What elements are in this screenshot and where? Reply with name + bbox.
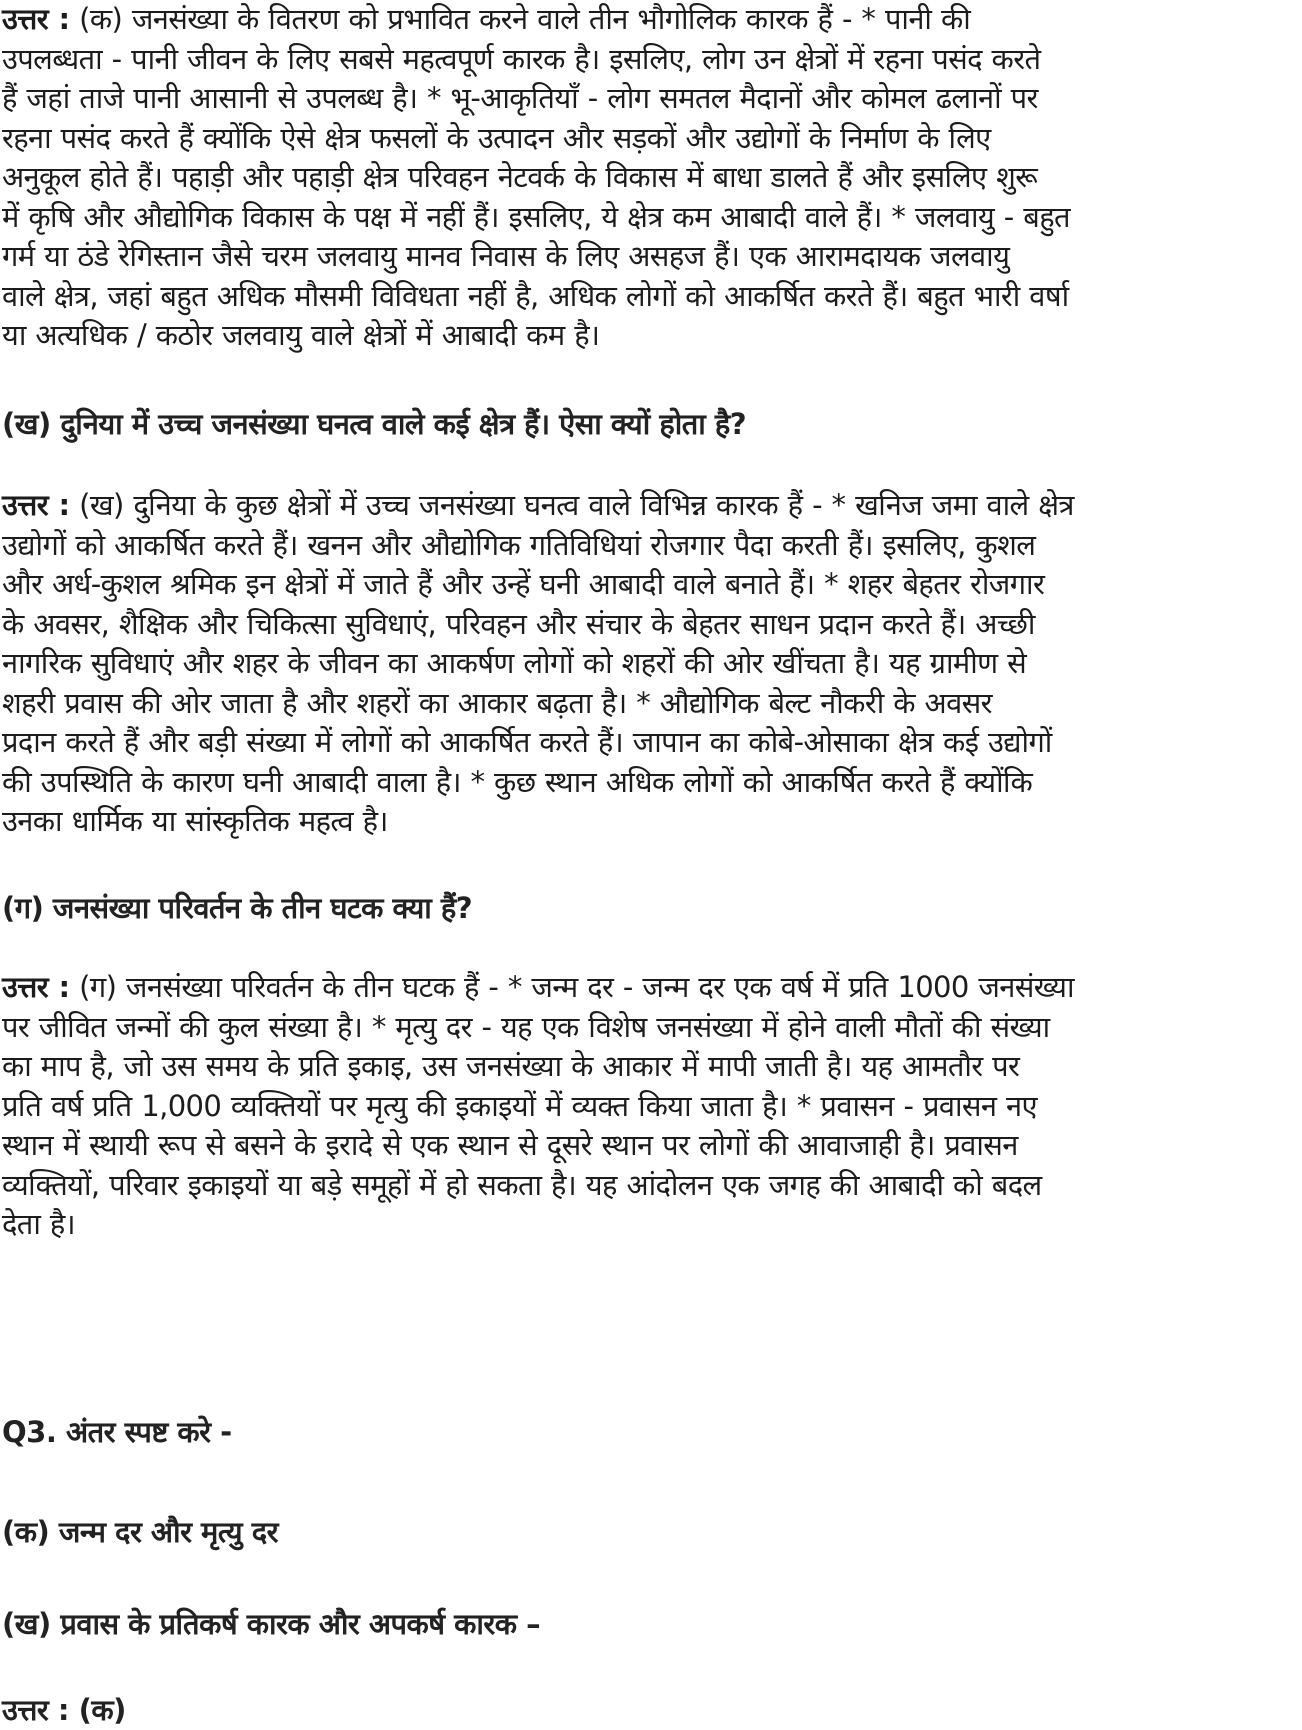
answer-kha-line-1: उद्योगों को आकर्षित करते हैं। खनन और औद्योगिक गतिविधियां रोजगार पैदा करती हैं। इसलिए, कुशल xyxy=(2,527,1036,562)
answer-label: उत्तर : xyxy=(2,2,70,36)
answer-kha-prefix: (ख) xyxy=(79,488,124,522)
answer-kha-line-0: उत्तर : (ख) दुनिया के कुछ क्षेत्रों में उच्च जनसंख्या घनत्व वाले विभिन्न कारक हैं - * खनिज जमा वाले क्षेत्र xyxy=(2,488,1074,522)
answer-ka-line-2: हैं जहां ताजे पानी आसानी से उपलब्ध है। * भू-आकृतियाँ - लोग समतल मैदानों और कोमल ढलानों पर xyxy=(2,81,1038,115)
answer-kha-line-5: शहरी प्रवास की ओर जाता है और शहरों का आकार बढ़ता है। * औद्योगिक बेल्ट नौकरी के अवसर xyxy=(2,685,992,720)
question-3-part-kha: (ख) प्रवास के प्रतिकर्ष कारक और अपकर्ष कारक – xyxy=(2,1607,541,1641)
answer-ka-prefix: (क) xyxy=(79,2,123,36)
answer-ga-line-4: स्थान में स्थायी रूप से बसने के इरादे से एक स्थान से दूसरे स्थान पर लोगों की आवाजाही है। प्रवासन xyxy=(2,1128,1018,1162)
answer-ga-line-3: प्रति वर्ष प्रति 1,000 व्यक्तियों पर मृत्यु की इकाइयों में व्यक्त किया जाता है। * प्रवासन - प्रवासन नए xyxy=(2,1088,1037,1123)
answer-ka-line-8: या अत्यधिक / कठोर जलवायु वाले क्षेत्रों में आबादी कम है। xyxy=(2,318,600,352)
answer-ka-paragraph xyxy=(2,0,1298,356)
answer-ga-line-0: उत्तर : (ग) जनसंख्या परिवर्तन के तीन घटक हैं - * जन्म दर - जन्म दर एक वर्ष में प्रति 1000 जनसंख्या xyxy=(2,970,1074,1004)
answer-kha-line-4: नागरिक सुविधाएं और शहर के जीवन का आकर्षण लोगों को शहरों की ओर खींचता है। यह ग्रामीण से xyxy=(2,646,1027,680)
final-answer-label: उत्तर : (क) xyxy=(2,1693,126,1727)
answer-ka-line-7: वाले क्षेत्र, जहां बहुत अधिक मौसमी विविधता नहीं है, अधिक लोगों को आकर्षित करते हैं। बहुत भारी वर्षा xyxy=(2,278,1069,313)
answer-ka-line-5: में कृषि और औद्योगिक विकास के पक्ष में नहीं हैं। इसलिए, ये क्षेत्र कम आबादी वाले हैं। * जलवायु - बहुत xyxy=(2,199,1070,234)
answer-label: उत्तर : xyxy=(2,970,70,1004)
question-3-title: Q3. अंतर स्पष्ट करे - xyxy=(2,1415,232,1449)
answer-ga-prefix: (ग) xyxy=(79,970,117,1004)
answer-kha-line-6: प्रदान करते हैं और बड़ी संख्या में लोगों को आकर्षित करते हैं। जापान का कोबे-ओसाका क्षेत्र कई उद्योगों xyxy=(2,725,1052,759)
answer-kha-paragraph xyxy=(2,486,1298,842)
answer-ka-line-4: अनुकूल होते हैं। पहाड़ी और पहाड़ी क्षेत्र परिवहन नेटवर्क के विकास में बाधा डालते हैं और इसलिए शुरू xyxy=(2,160,1038,194)
answer-label: उत्तर : xyxy=(2,488,70,522)
answer-ga-line-2: का माप है, जो उस समय के प्रति इकाइ, उस जनसंख्या के आकार में मापी जाती है। यह आमतौर पर xyxy=(2,1049,1020,1083)
answer-kha-line-8: उनका धार्मिक या सांस्कृतिक महत्व है। xyxy=(2,804,388,838)
question-kha-heading: (ख) दुनिया में उच्च जनसंख्या घनत्व वाले कई क्षेत्र हैं। ऐसा क्यों होता है? xyxy=(2,407,747,441)
answer-ka-line-0: उत्तर : (क) जनसंख्या के वितरण को प्रभावित करने वाले तीन भौगोलिक कारक हैं - * पानी की xyxy=(2,2,971,36)
answer-kha-line-7: की उपस्थिति के कारण घनी आबादी वाला है। * कुछ स्थान अधिक लोगों को आकर्षित करते हैं क्योंकि xyxy=(2,764,1033,799)
answer-ga-line-5: व्यक्तियों, परिवार इकाइयों या बड़े समूहों में हो सकता है। यह आंदोलन एक जगह की आबादी को बदल xyxy=(2,1167,1042,1202)
answer-kha-line-2: और अर्ध-कुशल श्रमिक इन क्षेत्रों में जाते हैं और उन्हें घनी आबादी वाले बनाते हैं। * शहर बेहतर रोजगार xyxy=(2,567,1045,601)
answer-ga-line-1: पर जीवित जन्मों की कुल संख्या है। * मृत्यु दर - यह एक विशेष जनसंख्या में होने वाली मौतों की संख्या xyxy=(2,1009,1050,1044)
answer-ga-line-6: देता है। xyxy=(2,1207,76,1241)
question-ga-heading: (ग) जनसंख्या परिवर्तन के तीन घटक क्या हैं? xyxy=(2,891,473,925)
answer-ka-line-1: उपलब्धता - पानी जीवन के लिए सबसे महत्वपूर्ण कारक है। इसलिए, लोग उन क्षेत्रों में रहना पसंद करते xyxy=(2,41,1041,76)
answer-kha-line-3: के अवसर, शैक्षिक और चिकित्सा सुविधाएं, परिवहन और संचार के बेहतर साधन प्रदान करते हैं। अच्छी xyxy=(2,606,1035,641)
question-3-part-ka: (क) जन्म दर और मृत्यु दर xyxy=(2,1515,278,1549)
answer-ka-line-3: रहना पसंद करते हैं क्योंकि ऐसे क्षेत्र फसलों के उत्पादन और सड़कों और उद्योगों के निर्माण के लिए xyxy=(2,120,991,155)
answer-ga-paragraph xyxy=(2,968,1298,1245)
answer-ka-line-6: गर्म या ठंडे रेगिस्तान जैसे चरम जलवायु मानव निवास के लिए असहज हैं। एक आरामदायक जलवायु xyxy=(2,239,1010,273)
